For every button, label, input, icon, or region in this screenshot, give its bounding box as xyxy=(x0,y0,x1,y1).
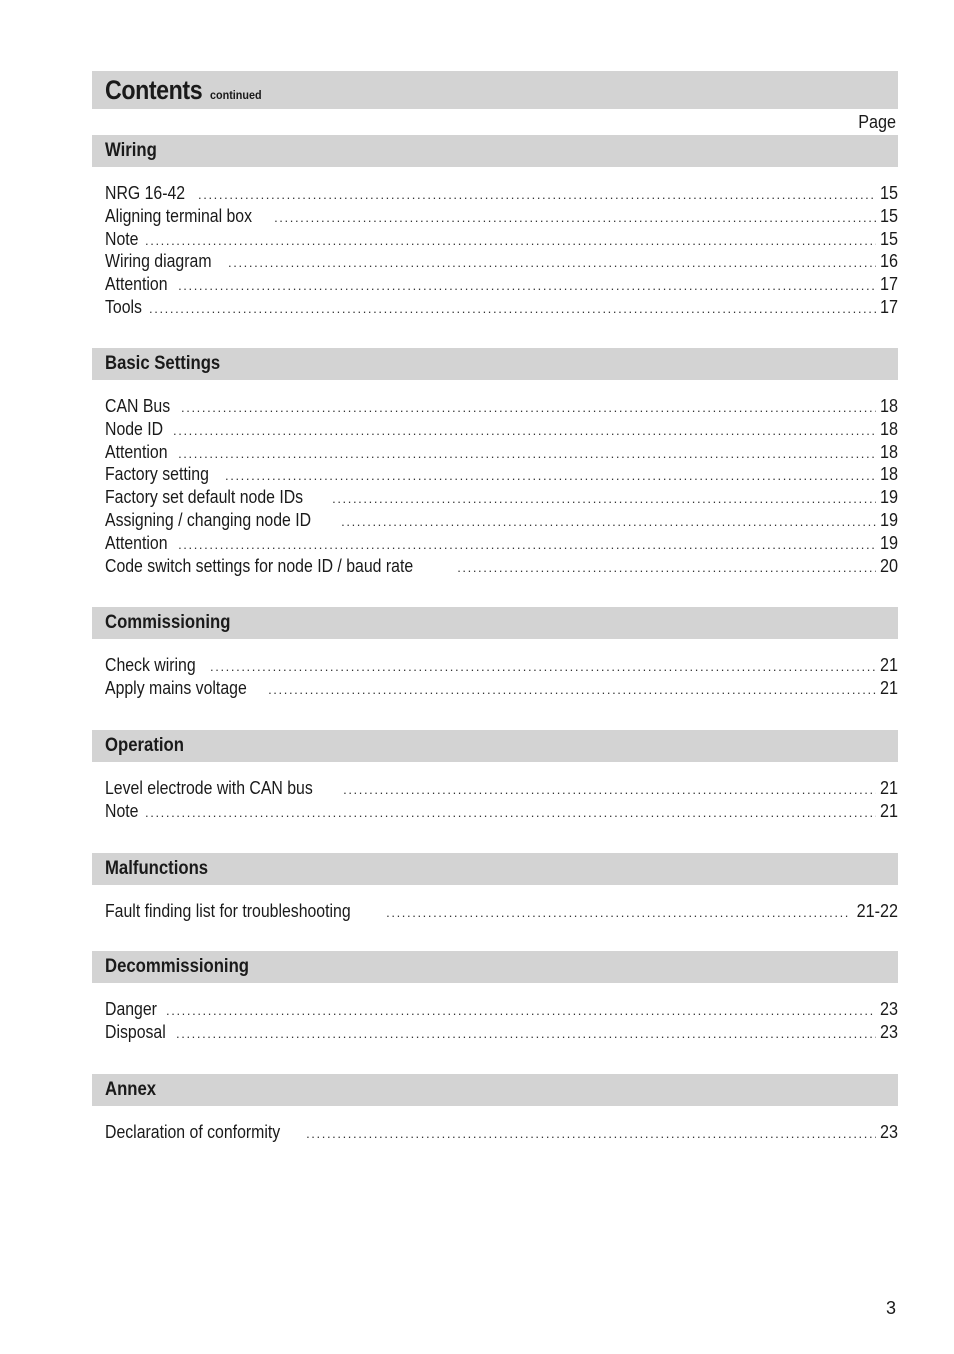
dot-leader xyxy=(457,557,876,580)
entry-page: 17 xyxy=(879,274,898,295)
entry-label: Code switch settings for node ID / baud rate xyxy=(105,555,414,576)
entry-label: Attention xyxy=(105,274,168,295)
dot-leader xyxy=(178,443,876,466)
toc-entry[interactable] xyxy=(105,228,898,251)
entry-page: 20 xyxy=(879,555,898,576)
entry-page: 21 xyxy=(879,655,898,675)
toc-entry[interactable] xyxy=(105,182,898,205)
section-heading xyxy=(92,607,898,639)
entry-label: Wiring diagram xyxy=(105,251,212,272)
entry-page: 23 xyxy=(879,999,898,1019)
entry-label: Disposal xyxy=(105,1021,166,1042)
entry-page: 16 xyxy=(879,251,898,272)
entry-list xyxy=(92,654,898,700)
section-title: Wiring xyxy=(105,140,157,161)
dot-leader xyxy=(210,656,876,679)
section-title: Annex xyxy=(105,1079,157,1100)
dot-leader xyxy=(341,511,876,534)
entry-label: Note xyxy=(105,228,139,249)
entry-list xyxy=(92,182,898,319)
section-heading xyxy=(92,135,898,167)
section-heading xyxy=(92,1074,898,1106)
entry-page: 21 xyxy=(879,800,898,821)
toc-entry[interactable] xyxy=(105,777,898,800)
toc-entry[interactable] xyxy=(105,800,898,823)
section-title: Commissioning xyxy=(105,612,231,633)
toc-entry[interactable] xyxy=(105,998,898,1021)
toc-entry[interactable] xyxy=(105,441,898,464)
toc-section xyxy=(92,607,898,700)
section-heading xyxy=(92,348,898,380)
dot-leader xyxy=(176,1023,876,1046)
entry-page: 15 xyxy=(879,205,898,226)
entry-label: Node ID xyxy=(105,418,164,439)
entry-label: NRG 16-42 xyxy=(105,183,186,203)
dot-leader xyxy=(145,230,876,253)
dot-leader xyxy=(332,488,876,511)
dot-leader xyxy=(268,679,876,702)
entry-label: Note xyxy=(105,800,139,821)
dot-leader xyxy=(386,902,850,925)
toc-entry[interactable] xyxy=(105,486,898,509)
section-title: Operation xyxy=(105,735,184,756)
entry-page: 23 xyxy=(879,1021,898,1042)
toc-entry[interactable] xyxy=(105,900,898,923)
toc-section xyxy=(92,951,898,1044)
entry-list xyxy=(92,777,898,823)
toc-section xyxy=(92,1074,898,1144)
toc-entry[interactable] xyxy=(105,250,898,273)
toc-entry[interactable] xyxy=(105,509,898,532)
section-heading xyxy=(92,853,898,885)
toc-section xyxy=(92,135,898,319)
dot-leader xyxy=(274,207,876,230)
entry-page: 18 xyxy=(879,396,898,416)
entry-page: 19 xyxy=(879,487,898,508)
page-column-label: Page xyxy=(858,112,896,132)
section-heading xyxy=(92,951,898,983)
toc-entry[interactable] xyxy=(105,296,898,319)
toc-entry[interactable] xyxy=(105,395,898,418)
dot-leader xyxy=(178,534,876,557)
toc-entry[interactable] xyxy=(105,677,898,700)
entry-page: 21-22 xyxy=(856,901,898,921)
entry-page: 18 xyxy=(879,418,898,439)
entry-page: 17 xyxy=(879,296,898,317)
toc-entry[interactable] xyxy=(105,654,898,677)
toc-entry[interactable] xyxy=(105,1021,898,1044)
dot-leader xyxy=(225,465,876,488)
entry-label: Level electrode with CAN bus xyxy=(105,778,313,798)
entry-label: CAN Bus xyxy=(105,396,171,416)
toc-section xyxy=(92,348,898,577)
page-number: 3 xyxy=(885,1298,896,1318)
toc-entry[interactable] xyxy=(105,555,898,578)
entry-label: Factory setting xyxy=(105,464,209,485)
page-subtitle: continued xyxy=(210,87,262,102)
dot-leader xyxy=(198,184,876,207)
dot-leader xyxy=(181,397,876,420)
dot-leader xyxy=(178,275,876,298)
dot-leader xyxy=(173,420,876,443)
dot-leader xyxy=(306,1123,876,1146)
toc-entry[interactable] xyxy=(105,1121,898,1144)
entry-label: Aligning terminal box xyxy=(105,205,253,226)
entry-page: 19 xyxy=(879,532,898,553)
dot-leader xyxy=(145,802,876,825)
entry-label: Attention xyxy=(105,441,168,462)
section-title: Basic Settings xyxy=(105,353,221,374)
entry-label: Danger xyxy=(105,999,157,1019)
toc-entry[interactable] xyxy=(105,205,898,228)
dot-leader xyxy=(228,252,876,275)
entry-page: 21 xyxy=(879,677,898,698)
entry-label: Apply mains voltage xyxy=(105,677,247,698)
toc-section xyxy=(92,730,898,823)
entry-label: Tools xyxy=(105,296,142,317)
entry-label: Fault finding list for troubleshooting xyxy=(105,901,351,921)
entry-label: Declaration of conformity xyxy=(105,1122,281,1142)
dot-leader xyxy=(166,1000,876,1023)
entry-list xyxy=(92,998,898,1044)
entry-label: Assigning / changing node ID xyxy=(105,509,312,530)
toc-entry[interactable] xyxy=(105,418,898,441)
section-title: Malfunctions xyxy=(105,858,209,879)
section-heading xyxy=(92,730,898,762)
entry-list xyxy=(92,1121,898,1144)
dot-leader xyxy=(149,298,876,321)
dot-leader xyxy=(343,779,876,802)
entry-page: 15 xyxy=(879,228,898,249)
entry-page: 18 xyxy=(879,441,898,462)
entry-page: 18 xyxy=(879,464,898,485)
contents-title-bar xyxy=(92,71,898,109)
entry-page: 21 xyxy=(879,778,898,798)
entry-label: Attention xyxy=(105,532,168,553)
section-title: Decommissioning xyxy=(105,956,250,977)
toc-entry[interactable] xyxy=(105,532,898,555)
page-title: Contents xyxy=(105,74,203,105)
toc-section xyxy=(92,853,898,923)
entry-list xyxy=(92,900,898,923)
entry-list xyxy=(92,395,898,577)
entry-label: Factory set default node IDs xyxy=(105,487,304,508)
entry-label: Check wiring xyxy=(105,655,196,675)
entry-page: 19 xyxy=(879,509,898,530)
toc-entry[interactable] xyxy=(105,273,898,296)
entry-page: 15 xyxy=(879,183,898,203)
toc-entry[interactable] xyxy=(105,463,898,486)
entry-page: 23 xyxy=(879,1122,898,1142)
